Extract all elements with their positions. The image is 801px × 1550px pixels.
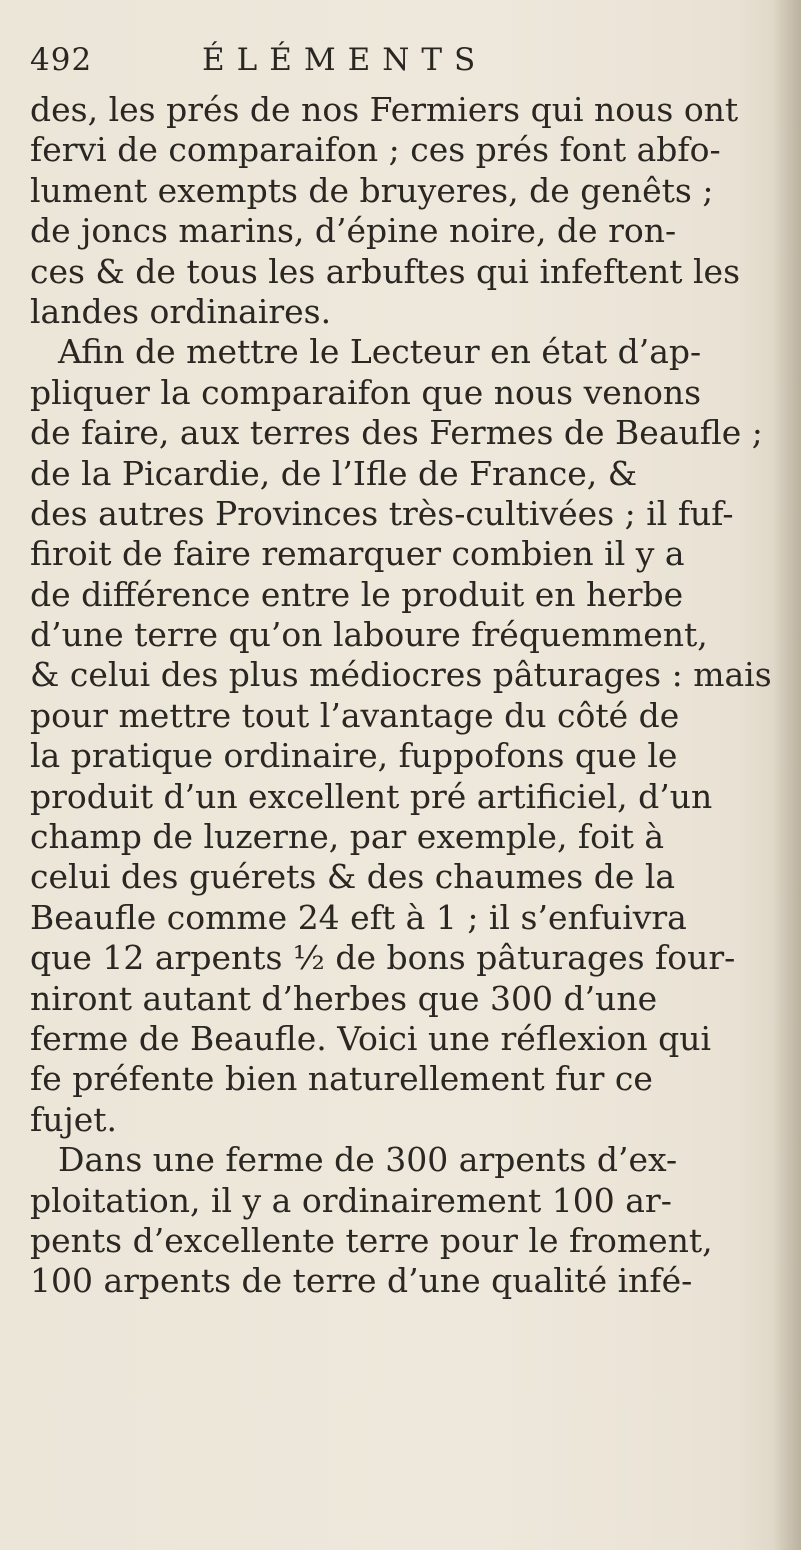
text-line: que 12 arpents ½ de bons pâturages four- [30,938,736,978]
text-line: de la Picardie, de l’Ifle de France, & [30,453,638,493]
text-line: de différence entre le produit en herbe [30,574,684,614]
text-line: la pratique ordinaire, fuppofons que le [30,736,678,776]
page-edge-shadow [773,0,801,1550]
running-title: ÉLÉMENTS [202,42,488,78]
text-line: produit d’un excellent pré artificiel, d’un [30,776,713,816]
text-line: celui des guérets & des chaumes de la [30,857,676,897]
text-line: d’une terre qu’on laboure fréquemment, [30,615,708,655]
text-line: fe préfente bien naturellement fur ce [30,1059,653,1099]
text-line: landes ordinaires. [30,291,332,331]
text-line: lument exempts de bruyeres, de genêts ; [30,170,714,210]
page-header [30,38,650,82]
text-line: niront autant d’herbes que 300 d’une [30,978,658,1018]
text-line: de faire, aux terres des Fermes de Beaufle ; [30,413,763,453]
text-line: Afin de mettre le Lecteur en état d’ap- [58,332,702,372]
text-line: ferme de Beaufle. Voici une réflexion qui [30,1018,712,1058]
text-line: fervi de comparaifon ; ces prés font abfo- [30,130,721,170]
text-line: fujet. [30,1099,117,1139]
text-line: pliquer la comparaifon que nous venons [30,372,702,412]
text-line: pents d’excellente terre pour le froment, [30,1220,713,1260]
text-line: Beaufle comme 24 eft à 1 ; il s’enfuivra [30,897,687,937]
text-line: & celui des plus médiocres pâturages : mais [30,655,772,695]
text-line: des autres Provinces très-cultivées ; il fuf- [30,493,734,533]
text-line: ces & de tous les arbuftes qui infeftent les [30,251,741,291]
text-line: 100 arpents de terre d’une qualité infé- [30,1261,693,1301]
text-line: Dans une ferme de 300 arpents d’ex- [58,1140,678,1180]
text-line: champ de luzerne, par exemple, foit à [30,817,664,857]
page-number: 492 [30,42,93,78]
text-line: firoit de faire remarquer combien il y a [30,534,685,574]
text-line: ploitation, il y a ordinairement 100 ar- [30,1180,672,1220]
text-line: de joncs marins, d’épine noire, de ron- [30,211,677,251]
text-line: pour mettre tout l’avantage du côté de [30,695,680,735]
text-line: des, les prés de nos Fermiers qui nous ont [30,90,739,129]
body-text [30,90,770,1302]
